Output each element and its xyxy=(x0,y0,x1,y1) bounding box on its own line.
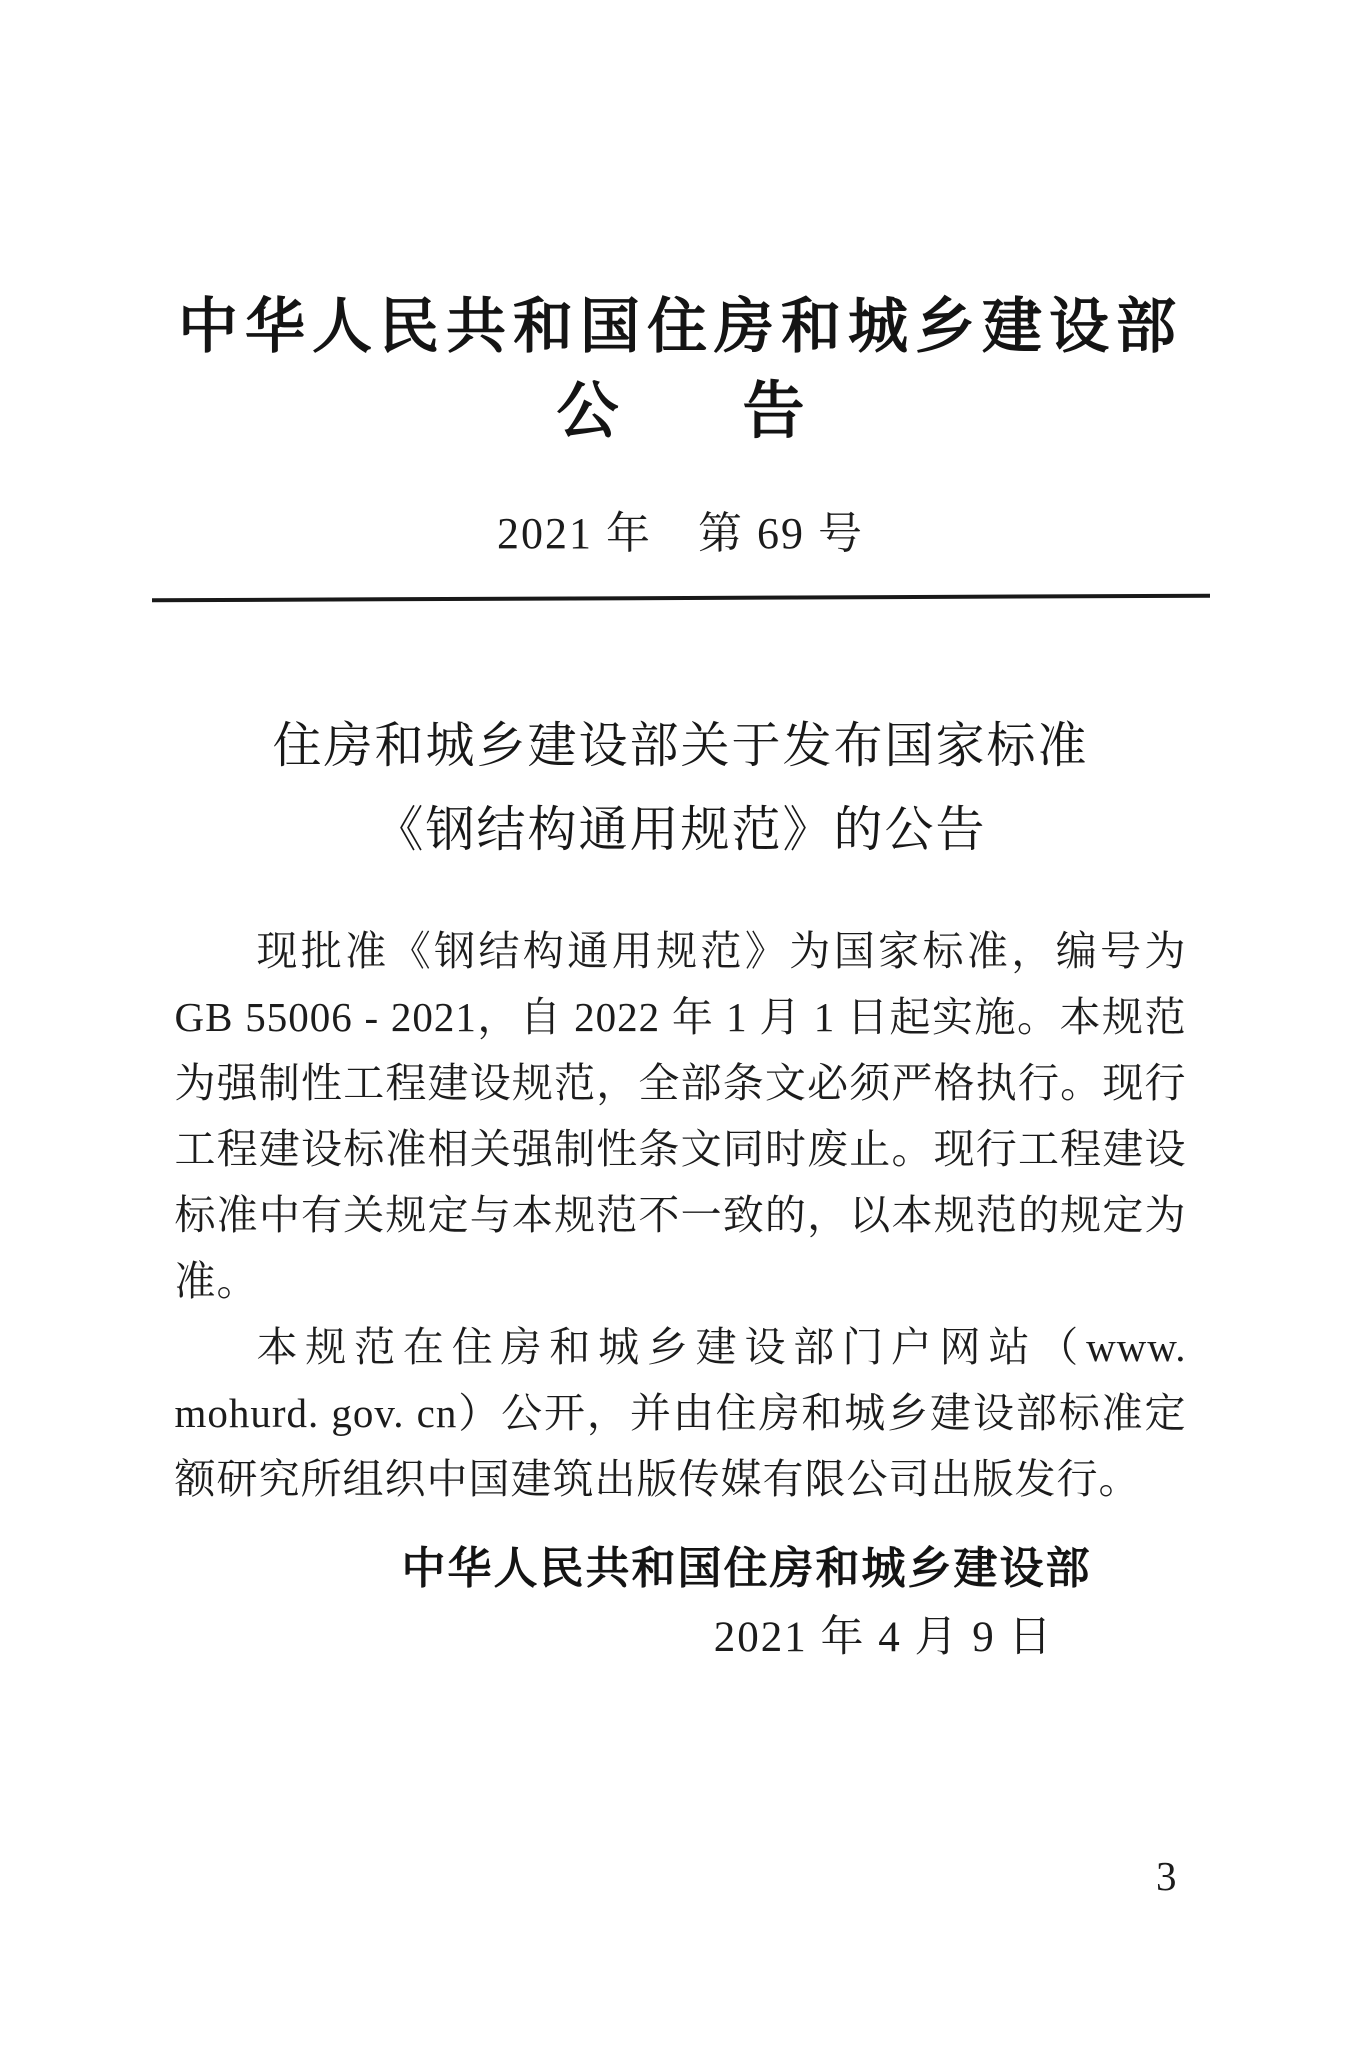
notice-title-line2: 《钢结构通用规范》的公告 xyxy=(374,802,987,857)
masthead xyxy=(0,292,1361,600)
issuing-org-title: 中华人民共和国住房和城乡建设部 xyxy=(178,293,1183,360)
notice-paragraph-1: 现批准《钢结构通用规范》为国家标准，编号为 GB 55006 - 2021，自 2022 年 1 月 1 日起实施。本规范为强制性工程建设规范，全部条文必须严格执行。现行工程建设标准相关强制性条文同时废止。现行工程建设标准中有关规定与本规范不一致的，以本规范的规定为准。 xyxy=(174,928,1187,1304)
signature-block xyxy=(175,1542,1187,1664)
page-number: 3 xyxy=(1156,1853,1177,1899)
notice-content xyxy=(0,704,1361,1664)
notice-title-line1: 住房和城乡建设部关于发布国家标准 xyxy=(272,718,1089,773)
notice-body xyxy=(175,918,1187,1512)
issue-number: 2021 年 第 69 号 xyxy=(497,509,864,558)
doc-type-heading: 公 告 xyxy=(556,377,805,446)
notice-title xyxy=(0,704,1361,872)
masthead-divider-rule xyxy=(151,594,1209,603)
signature-org: 中华人民共和国住房和城乡建设部 xyxy=(401,1544,1092,1593)
signature-date: 2021 年 4 月 9 日 xyxy=(713,1614,1054,1661)
notice-paragraph-2: 本规范在住房和城乡建设部门户网站（www. mohurd. gov. cn）公开，并由住房和城乡建设部标准定额研究所组织中国建筑出版传媒有限公司出版发行。 xyxy=(174,1324,1187,1502)
